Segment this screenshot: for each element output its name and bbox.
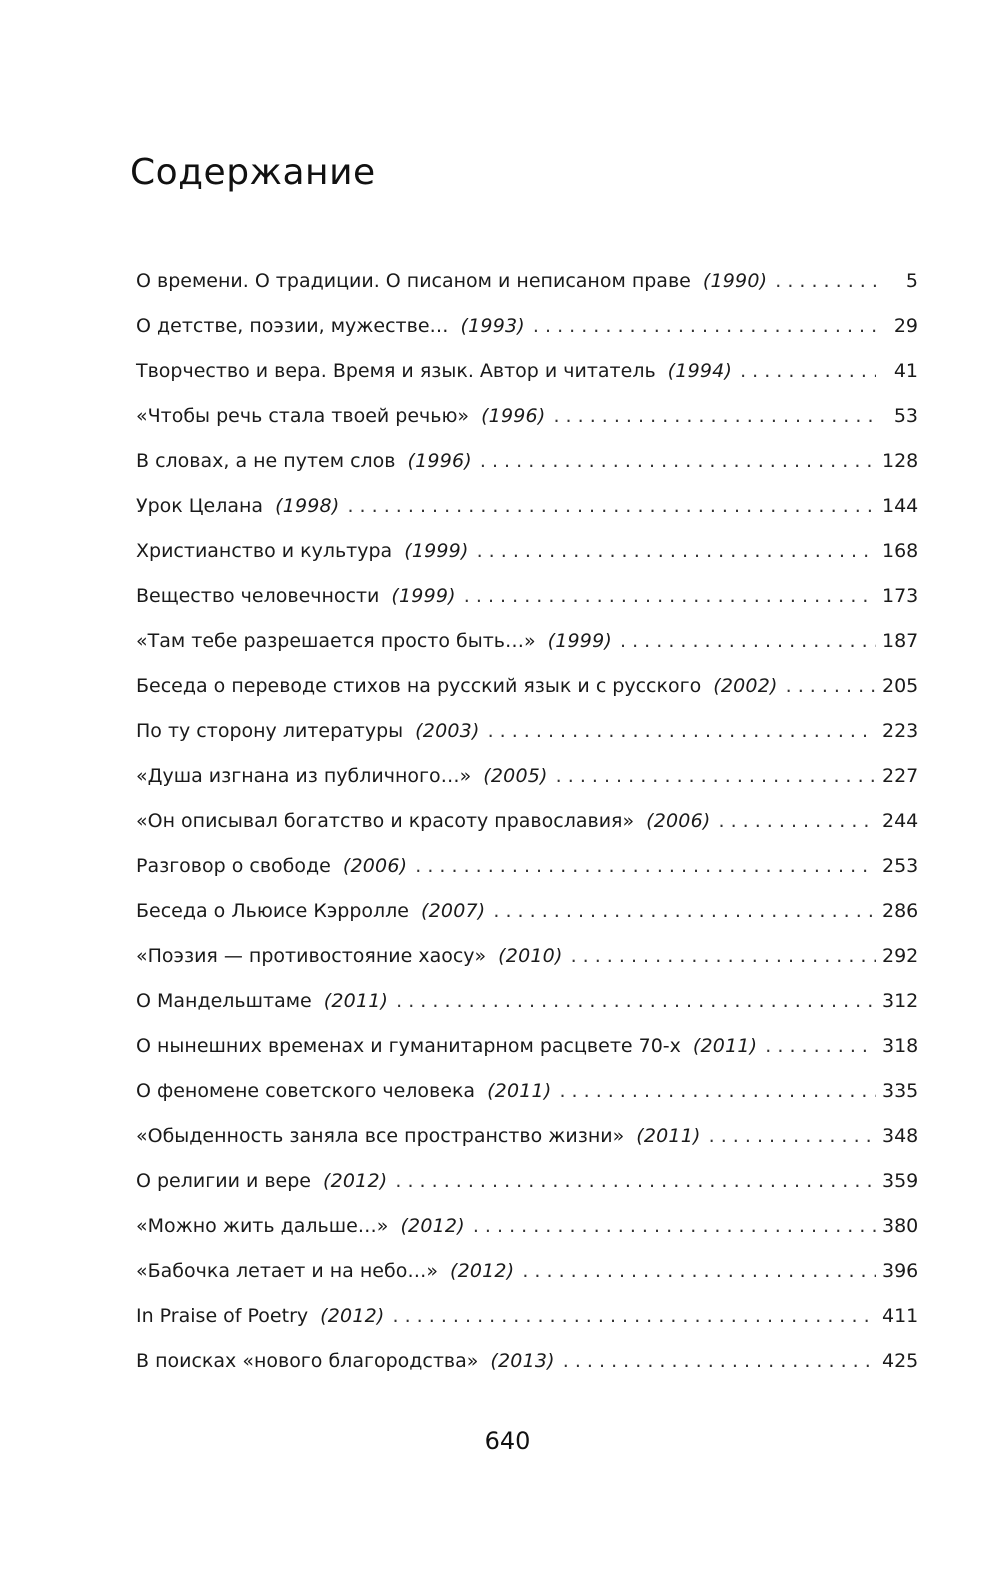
dot-leader	[718, 810, 876, 832]
toc-entry-title: Разговор о свободе	[136, 855, 331, 877]
toc-entry-year: (2013)	[490, 1350, 555, 1372]
toc-entry-title: Беседа о переводе стихов на русский язык и с русского	[136, 675, 702, 697]
toc-entry-page: 335	[882, 1080, 919, 1102]
toc-entry[interactable]	[136, 1350, 918, 1395]
dot-leader	[620, 630, 876, 652]
toc-entry-title: «Там тебе разрешается просто быть…»	[136, 630, 536, 652]
toc-entry-title: «Можно жить дальше…»	[136, 1215, 389, 1237]
toc-entry-title: Творчество и вера. Время и язык. Автор и читатель	[136, 360, 656, 382]
toc-entry-title: О нынешних временах и гуманитарном расцвете 70-х	[136, 1035, 681, 1057]
dot-leader	[559, 1080, 876, 1102]
toc-entry[interactable]	[136, 900, 918, 945]
toc-entry-page: 227	[882, 765, 919, 787]
toc-entry-year: (1993)	[460, 315, 525, 337]
toc-entry-year: (1999)	[547, 630, 612, 652]
page-number: 640	[484, 1427, 531, 1455]
dot-leader	[464, 585, 876, 607]
toc-entry-year: (2011)	[636, 1125, 701, 1147]
toc-entry-year: (1996)	[481, 405, 546, 427]
toc-entry-title: В поисках «нового благородства»	[136, 1350, 479, 1372]
toc-entry-title: В словах, а не путем слов	[136, 450, 396, 472]
table-of-contents	[136, 270, 918, 1395]
toc-entry[interactable]	[136, 450, 918, 495]
toc-entry-page: 396	[882, 1260, 919, 1282]
toc-entry-year: (1996)	[407, 450, 472, 472]
toc-entry-year: (2011)	[692, 1035, 758, 1057]
toc-entry-page: 144	[882, 495, 919, 517]
dot-leader	[765, 1035, 876, 1057]
toc-entry-title: In Praise of Poetry	[136, 1305, 309, 1327]
toc-entry[interactable]	[136, 990, 918, 1035]
toc-entry-page: 286	[882, 900, 919, 922]
dot-leader	[571, 945, 876, 967]
toc-entry-page: 348	[882, 1125, 919, 1147]
toc-entry-page: 187	[882, 630, 919, 652]
toc-entry-page: 5	[905, 270, 918, 292]
toc-entry[interactable]	[136, 495, 918, 540]
toc-entry-year: (2010)	[498, 945, 563, 967]
toc-entry-page: 168	[882, 540, 919, 562]
toc-entry-page: 312	[882, 990, 919, 1012]
toc-entry[interactable]	[136, 360, 918, 405]
toc-entry-title: По ту сторону литературы	[136, 720, 404, 742]
toc-entry-page: 425	[882, 1350, 919, 1372]
dot-leader	[775, 270, 876, 292]
toc-entry-year: (2011)	[487, 1080, 552, 1102]
dot-leader	[480, 450, 876, 472]
toc-entry[interactable]	[136, 945, 918, 990]
toc-entry[interactable]	[136, 855, 918, 900]
dot-leader	[553, 405, 876, 427]
toc-entry[interactable]	[136, 630, 918, 675]
toc-entry[interactable]	[136, 1035, 918, 1080]
toc-entry-page: 53	[893, 405, 918, 427]
toc-entry[interactable]	[136, 1170, 918, 1215]
toc-entry-title: «Бабочка летает и на небо…»	[136, 1260, 438, 1282]
toc-entry-page: 292	[882, 945, 919, 967]
dot-leader	[563, 1350, 876, 1372]
dot-leader	[488, 720, 876, 742]
toc-entry-title: О религии и вере	[136, 1170, 311, 1192]
toc-entry-year: (1998)	[275, 495, 340, 517]
toc-entry[interactable]	[136, 1260, 918, 1305]
toc-entry-title: «Поэзия — противостояние хаосу»	[136, 945, 487, 967]
dot-leader	[556, 765, 876, 787]
toc-entry-year: (2006)	[646, 810, 711, 832]
toc-entry-year: (2003)	[415, 720, 480, 742]
dot-leader	[786, 675, 876, 697]
toc-entry-year: (1999)	[404, 540, 469, 562]
toc-entry-page: 318	[882, 1035, 919, 1057]
toc-entry-page: 173	[882, 585, 919, 607]
toc-entry-page: 253	[882, 855, 919, 877]
toc-entry-title: «Душа изгнана из публичного…»	[136, 765, 472, 787]
toc-entry[interactable]	[136, 810, 918, 855]
toc-entry[interactable]	[136, 1305, 918, 1350]
dot-leader	[473, 1215, 876, 1237]
toc-entry-page: 205	[882, 675, 919, 697]
dot-leader	[477, 540, 876, 562]
dot-leader	[522, 1260, 876, 1282]
dot-leader	[493, 900, 876, 922]
toc-entry[interactable]	[136, 540, 918, 585]
toc-entry-page: 380	[882, 1215, 919, 1237]
toc-entry[interactable]	[136, 675, 918, 720]
toc-entry-title: О времени. О традиции. О писаном и неписаном праве	[136, 270, 691, 292]
dot-leader	[396, 990, 876, 1012]
dot-leader	[395, 1170, 876, 1192]
toc-entry[interactable]	[136, 1215, 918, 1260]
toc-entry[interactable]	[136, 405, 918, 450]
dot-leader	[347, 495, 876, 517]
page-title: Содержание	[130, 152, 376, 193]
dot-leader	[415, 855, 876, 877]
toc-entry-page: 359	[882, 1170, 919, 1192]
dot-leader	[740, 360, 876, 382]
toc-entry-page: 223	[882, 720, 919, 742]
toc-entry-title: Христианство и культура	[136, 540, 393, 562]
toc-entry-year: (2012)	[320, 1305, 385, 1327]
toc-entry-year: (2006)	[342, 855, 408, 877]
toc-entry-title: «Чтобы речь стала твоей речью»	[136, 405, 470, 427]
toc-entry-year: (2011)	[323, 990, 389, 1012]
dot-leader	[393, 1305, 876, 1327]
toc-entry-title: О Мандельштаме	[136, 990, 312, 1012]
toc-entry[interactable]	[136, 1080, 918, 1125]
toc-entry-year: (2012)	[400, 1215, 465, 1237]
toc-entry-page: 411	[882, 1305, 919, 1327]
toc-entry[interactable]	[136, 765, 918, 810]
toc-entry-year: (2002)	[713, 675, 778, 697]
toc-entry-title: «Обыденность заняла все пространство жизни»	[136, 1125, 625, 1147]
toc-entry-title: О феномене советского человека	[136, 1080, 476, 1102]
toc-entry-year: (2012)	[449, 1260, 515, 1282]
dot-leader	[533, 315, 876, 337]
toc-entry-page: 128	[882, 450, 919, 472]
toc-entry-year: (1990)	[702, 270, 768, 292]
toc-entry-title: Беседа о Льюисе Кэрролле	[136, 900, 409, 922]
toc-entry-page: 29	[893, 315, 918, 337]
toc-entry[interactable]	[136, 270, 918, 315]
toc-entry-title: Урок Целана	[136, 495, 264, 517]
toc-entry[interactable]	[136, 1125, 918, 1170]
toc-entry-title: «Он описывал богатство и красоту православия»	[136, 810, 635, 832]
dot-leader	[709, 1125, 876, 1147]
toc-entry[interactable]	[136, 720, 918, 765]
toc-entry-title: Вещество человечности	[136, 585, 380, 607]
toc-entry-year: (2012)	[322, 1170, 388, 1192]
toc-entry-year: (2007)	[421, 900, 486, 922]
toc-entry-year: (1999)	[391, 585, 456, 607]
toc-entry-year: (1994)	[667, 360, 733, 382]
toc-entry-page: 244	[882, 810, 919, 832]
toc-entry[interactable]	[136, 585, 918, 630]
toc-entry[interactable]	[136, 315, 918, 360]
toc-entry-year: (2005)	[483, 765, 548, 787]
toc-entry-page: 41	[893, 360, 918, 382]
toc-entry-title: О детстве, поэзии, мужестве…	[136, 315, 449, 337]
